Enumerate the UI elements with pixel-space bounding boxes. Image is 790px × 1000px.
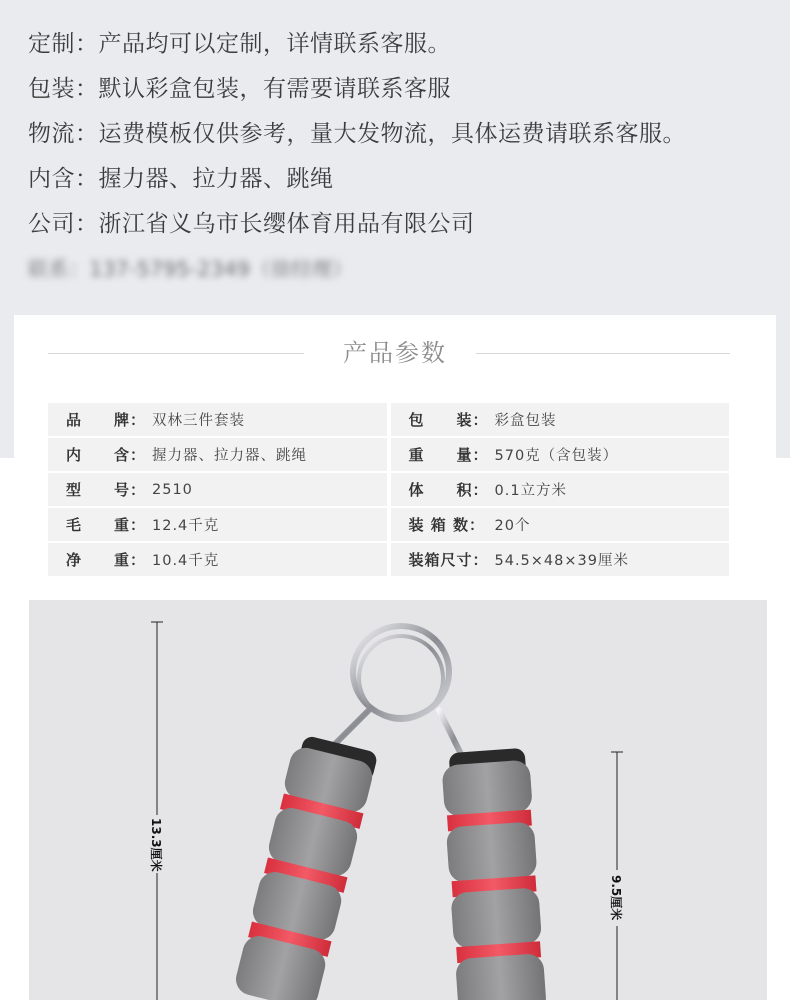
dimension-line-right xyxy=(607,752,627,1000)
param-label: 包 装： xyxy=(408,411,489,429)
param-label: 重 量： xyxy=(408,446,489,464)
product-photo xyxy=(29,600,767,1000)
param-carton-size xyxy=(391,543,730,576)
section-title xyxy=(14,335,776,371)
param-carton-count xyxy=(391,508,730,541)
param-model xyxy=(48,473,387,506)
info-customization: 定制：产品均可以定制，详情联系客服。 xyxy=(28,31,451,57)
info-logistics: 物流：运费模板仅供参考，量大发物流，具体运费请联系客服。 xyxy=(28,121,686,147)
param-value: 54.5×48×39厘米 xyxy=(494,553,629,569)
product-info-list xyxy=(28,22,686,292)
param-brand xyxy=(48,403,387,436)
dimension-line-left xyxy=(147,622,167,1000)
param-label: 净 重： xyxy=(66,551,147,569)
param-volume xyxy=(391,473,730,506)
params-row xyxy=(48,543,729,576)
dimension-label-left: 13.3厘米 xyxy=(149,818,163,872)
param-value: 20个 xyxy=(494,518,531,534)
params-row xyxy=(48,473,729,506)
param-value: 12.4千克 xyxy=(152,518,220,534)
info-packaging: 包装：默认彩盒包装，有需要请联系客服 xyxy=(28,76,451,102)
param-label: 装 箱 数： xyxy=(408,516,485,534)
params-row xyxy=(48,403,729,436)
params-row xyxy=(48,438,729,471)
params-table xyxy=(48,403,729,578)
param-value: 10.4千克 xyxy=(152,553,220,569)
params-row xyxy=(48,508,729,541)
param-package xyxy=(391,403,730,436)
info-contact-blurred: 联系：137-5795-2349（徐经理） xyxy=(28,257,353,281)
param-label: 品 牌： xyxy=(66,411,147,429)
param-value: 570克（含包装） xyxy=(494,448,619,464)
param-net-weight xyxy=(48,543,387,576)
param-label: 装箱尺寸： xyxy=(408,551,489,569)
title-divider-right xyxy=(476,353,730,354)
product-params-card xyxy=(14,315,776,600)
param-value: 彩盒包装 xyxy=(494,413,557,429)
param-gross-weight xyxy=(48,508,387,541)
info-company: 公司：浙江省义乌市长缨体育用品有限公司 xyxy=(28,211,475,237)
hand-grip-illustration xyxy=(29,600,767,1000)
section-title-text: 产品参数 xyxy=(343,339,447,367)
dimension-label-right: 9.5厘米 xyxy=(609,875,623,921)
param-contents xyxy=(48,438,387,471)
info-contents: 内含：握力器、拉力器、跳绳 xyxy=(28,166,334,192)
left-handle xyxy=(233,733,379,1000)
param-value: 0.1立方米 xyxy=(494,483,568,499)
param-label: 内 含： xyxy=(66,446,147,464)
param-weight xyxy=(391,438,730,471)
param-value: 2510 xyxy=(152,481,193,498)
param-label: 体 积： xyxy=(408,481,489,499)
right-handle xyxy=(441,748,547,1000)
param-value: 双林三件套装 xyxy=(152,413,245,429)
param-label: 型 号： xyxy=(66,481,147,499)
param-label: 毛 重： xyxy=(66,516,147,534)
param-value: 握力器、拉力器、跳绳 xyxy=(152,448,307,464)
